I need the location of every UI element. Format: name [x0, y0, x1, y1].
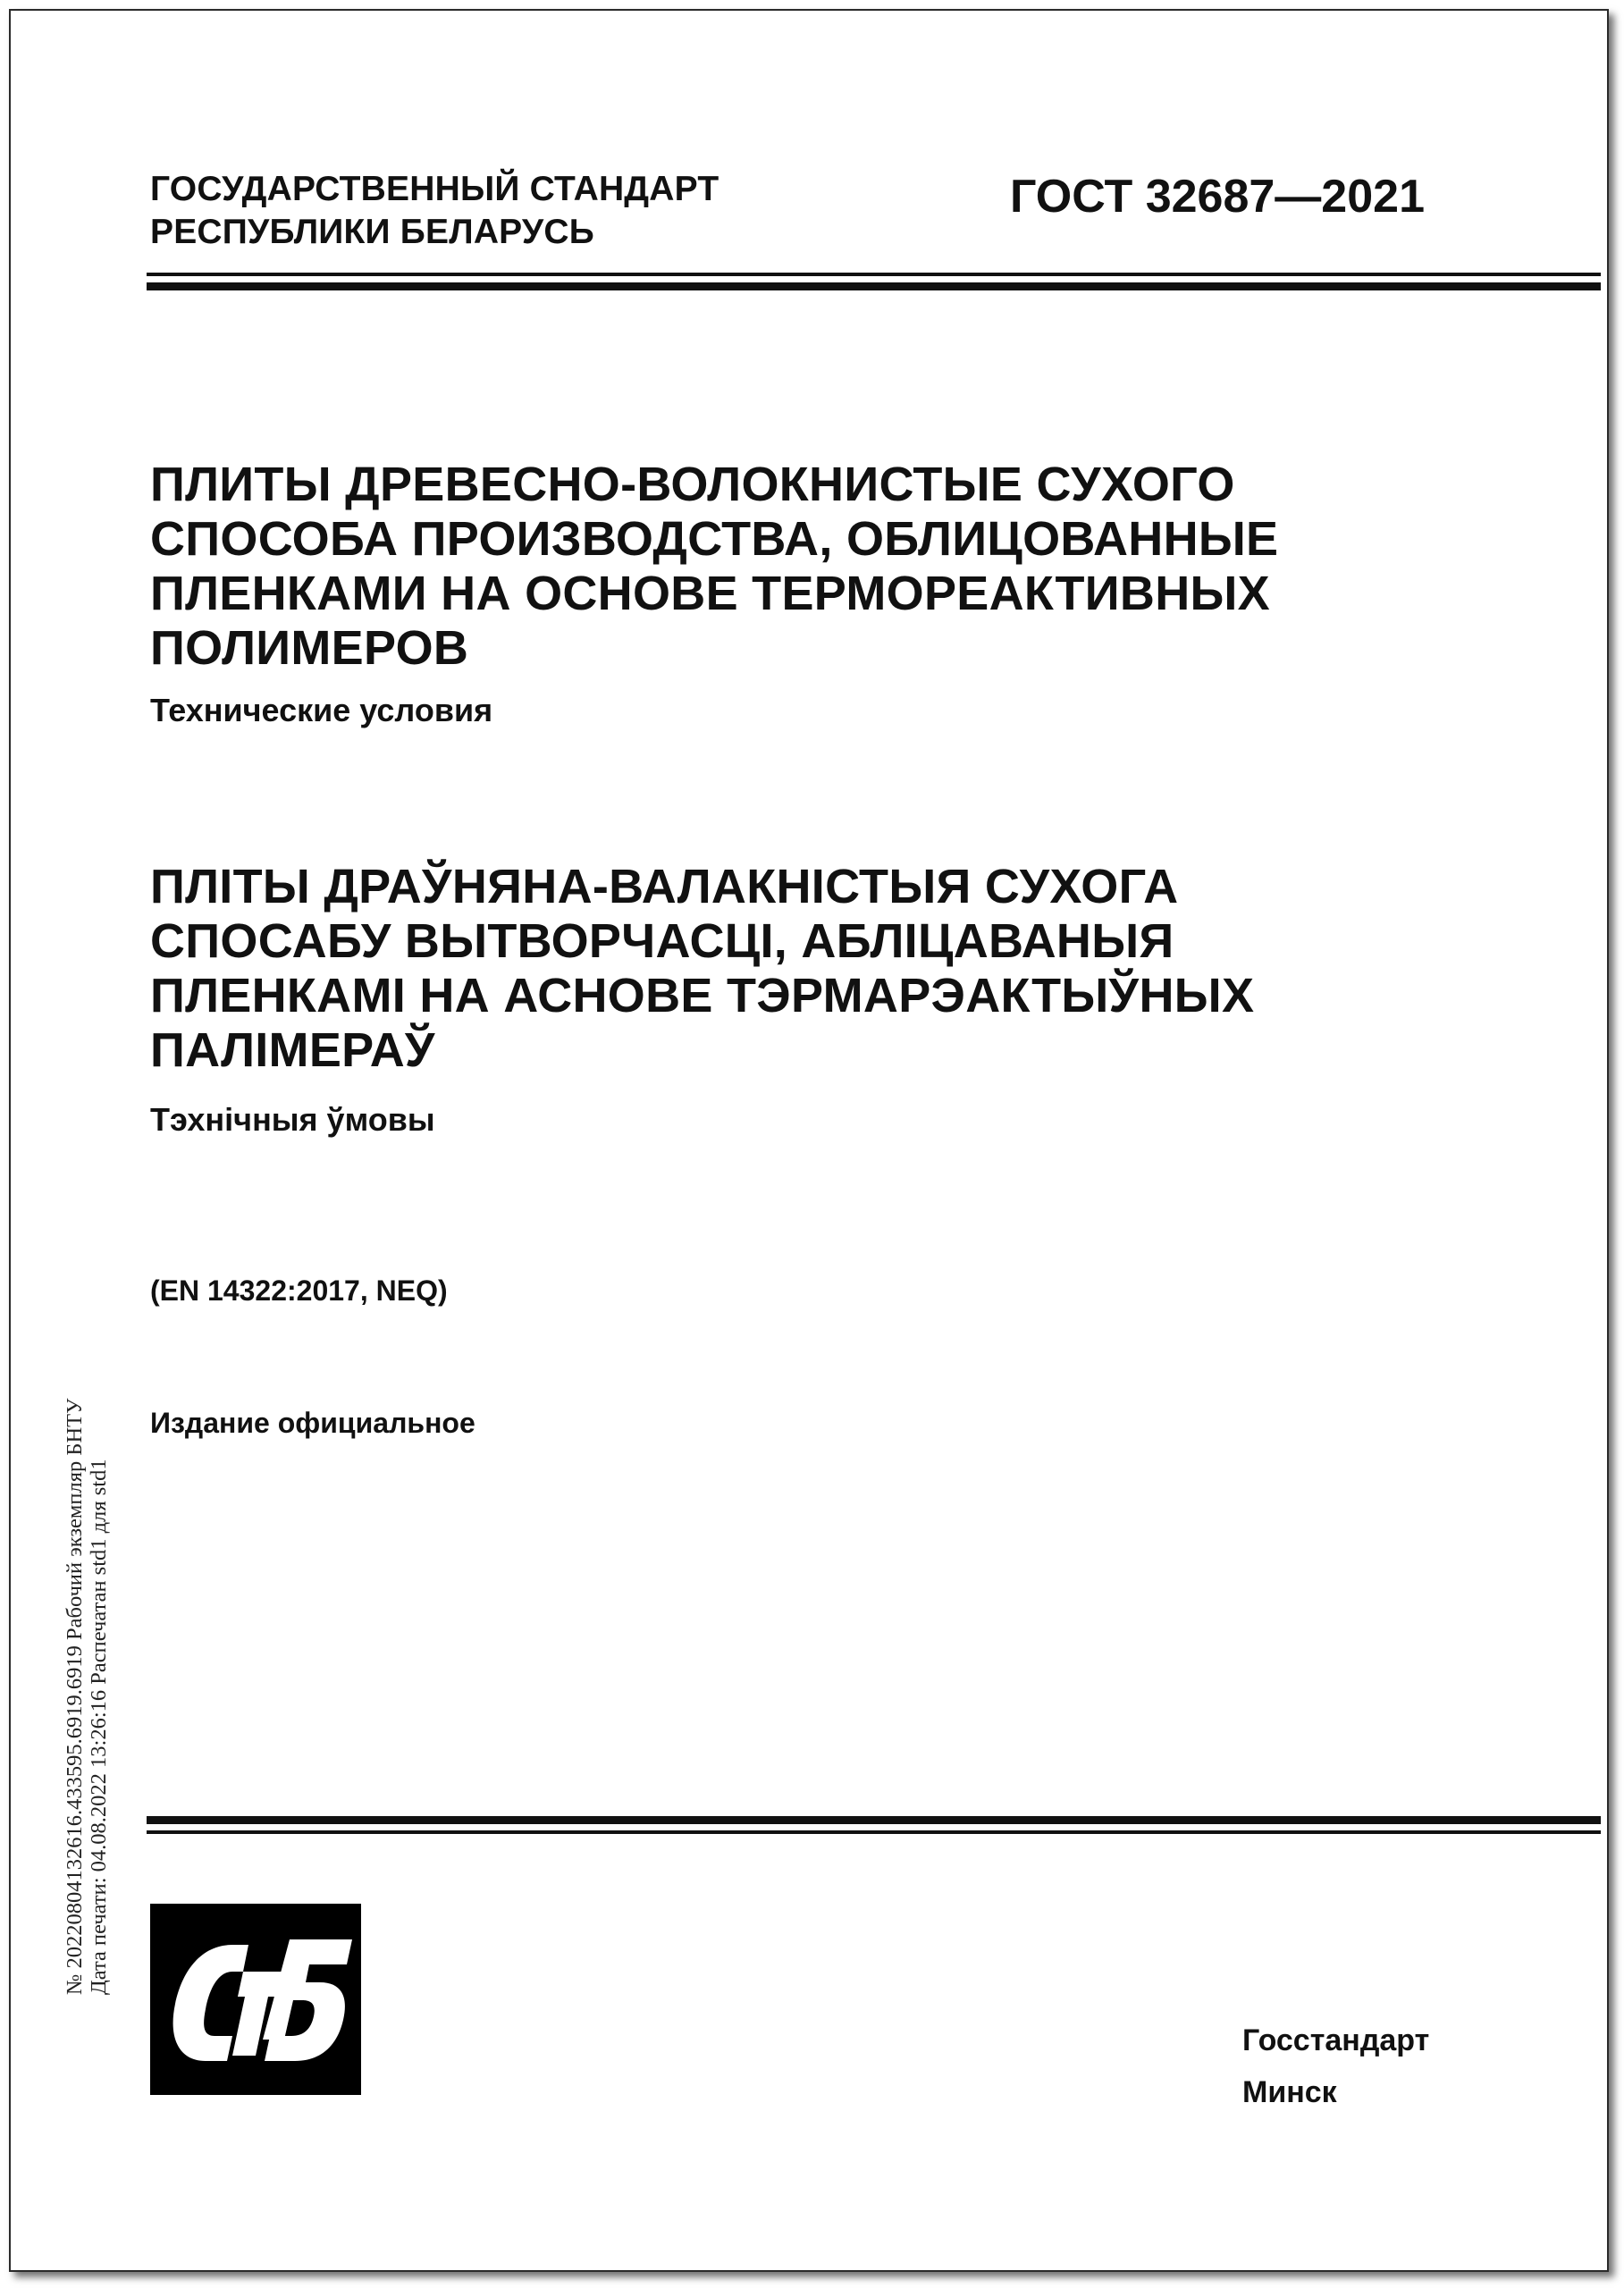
title-ru-line: СПОСОБА ПРОИЗВОДСТВА, ОБЛИЦОВАННЫЕ	[150, 512, 1279, 566]
publisher-block	[1242, 2015, 1429, 2118]
international-reference: (EN 14322:2017, NEQ)	[150, 1274, 448, 1307]
top-rule-thick	[147, 282, 1601, 290]
publisher-city: Минск	[1242, 2075, 1337, 2109]
title-by-line: СПОСАБУ ВЫТВОРЧАСЦІ, АБЛІЦАВАНЫЯ	[150, 914, 1174, 968]
sb-logo-icon	[150, 1904, 361, 2095]
title-ru-line: ПОЛИМЕРОВ	[150, 621, 469, 675]
issuing-organization	[150, 168, 719, 254]
print-stamp-line-1: № 20220804132616.433595.6919.6919 Рабочий экземпляр БНТУ	[63, 1398, 87, 1995]
edition-note: Издание официальное	[150, 1407, 475, 1439]
sb-logo-graphic	[150, 1904, 361, 2095]
subtitle-belarusian: Тэхнічныя ўмовы	[150, 1101, 435, 1138]
top-rule-thin	[147, 273, 1601, 276]
subtitle-russian: Технические условия	[150, 692, 493, 728]
title-ru-line: ПЛЕНКАМИ НА ОСНОВЕ ТЕРМОРЕАКТИВНЫХ	[150, 567, 1270, 620]
print-stamp-line-2: Дата печати: 04.08.2022 13:26:16 Распечатан std1 для std1	[87, 1459, 111, 1995]
title-ru-line: ПЛИТЫ ДРЕВЕСНО-ВОЛОКНИСТЫЕ СУХОГО	[150, 458, 1235, 511]
title-by-line: ПАЛІМЕРАЎ	[150, 1023, 435, 1077]
title-russian	[150, 458, 1278, 676]
standard-code: ГОСТ 32687—2021	[1010, 171, 1425, 223]
org-line-1: ГОСУДАРСТВЕННЫЙ СТАНДАРТ	[150, 170, 719, 208]
title-by-line: ПЛЕНКАМІ НА АСНОВЕ ТЭРМАРЭАКТЫЎНЫХ	[150, 969, 1255, 1022]
print-stamp	[63, 1399, 111, 1995]
title-belarusian	[150, 860, 1254, 1078]
org-line-2: РЕСПУБЛИКИ БЕЛАРУСЬ	[150, 213, 594, 251]
title-by-line: ПЛІТЫ ДРАЎНЯНА-ВАЛАКНІСТЫЯ СУХОГА	[150, 860, 1179, 913]
bottom-rule-thin	[147, 1830, 1601, 1834]
publisher-name: Госстандарт	[1242, 2023, 1430, 2057]
bottom-rule-thick	[147, 1816, 1601, 1824]
